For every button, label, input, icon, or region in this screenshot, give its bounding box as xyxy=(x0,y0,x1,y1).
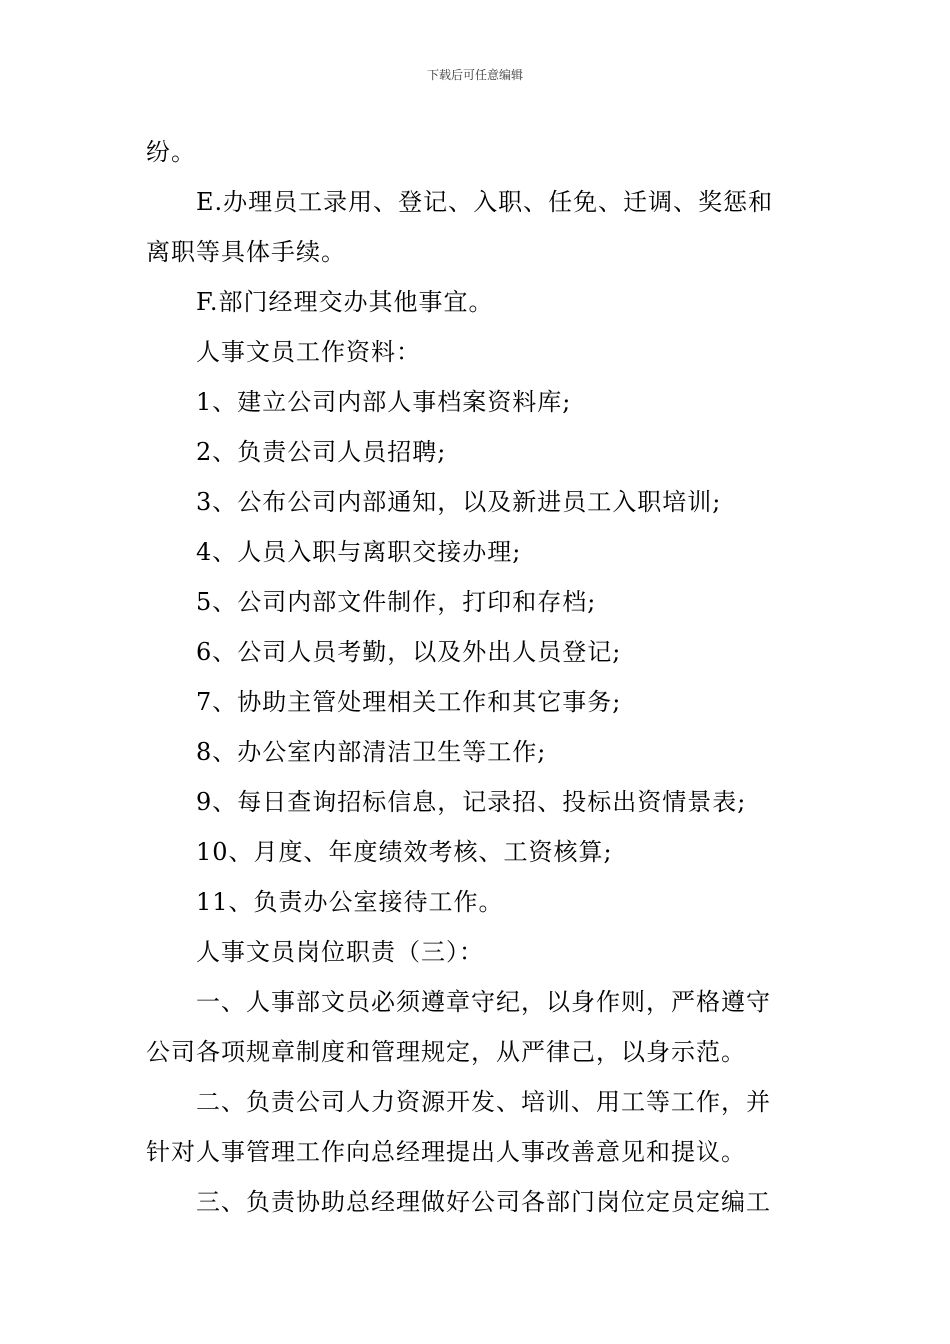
text-line: 2、负责公司人员招聘; xyxy=(196,438,447,466)
text-line: 10、月度、年度绩效考核、工资核算; xyxy=(196,838,613,866)
text-line: 9、每日查询招标信息，记录招、投标出资情景表; xyxy=(196,788,747,816)
text-line: 二、负责公司人力资源开发、培训、用工等工作，并 xyxy=(196,1088,771,1116)
page-header: 下载后可任意编辑 xyxy=(426,68,523,82)
text-line: 一、人事部文员必须遵章守纪，以身作则，严格遵守 xyxy=(196,988,771,1016)
text-line: 3、公布公司内部通知，以及新进员工入职培训; xyxy=(196,488,722,516)
text-line: 纷。 xyxy=(146,138,196,166)
text-line: 人事文员岗位职责（三）： xyxy=(196,938,484,966)
text-line: F.部门经理交办其他事宜。 xyxy=(196,288,494,316)
document-body xyxy=(146,127,806,1227)
text-line: 7、协助主管处理相关工作和其它事务; xyxy=(196,688,622,716)
text-line: 11、负责办公室接待工作。 xyxy=(196,888,504,916)
text-line: 4、人员入职与离职交接办理; xyxy=(196,538,522,566)
text-line: 人事文员工作资料： xyxy=(196,338,421,366)
text-line: 针对人事管理工作向总经理提出人事改善意见和提议。 xyxy=(146,1138,746,1166)
text-line: E.办理员工录用、登记、入职、任免、迁调、奖惩和 xyxy=(196,188,774,216)
text-line: 5、公司内部文件制作，打印和存档; xyxy=(196,588,597,616)
text-line: 三、负责协助总经理做好公司各部门岗位定员定编工 xyxy=(196,1188,771,1216)
text-line: 公司各项规章制度和管理规定，从严律己，以身示范。 xyxy=(146,1038,746,1066)
text-line: 6、公司人员考勤，以及外出人员登记; xyxy=(196,638,622,666)
text-line: 1、建立公司内部人事档案资料库; xyxy=(196,388,572,416)
text-line: 离职等具体手续。 xyxy=(146,238,346,266)
text-line: 8、办公室内部清洁卫生等工作; xyxy=(196,738,547,766)
